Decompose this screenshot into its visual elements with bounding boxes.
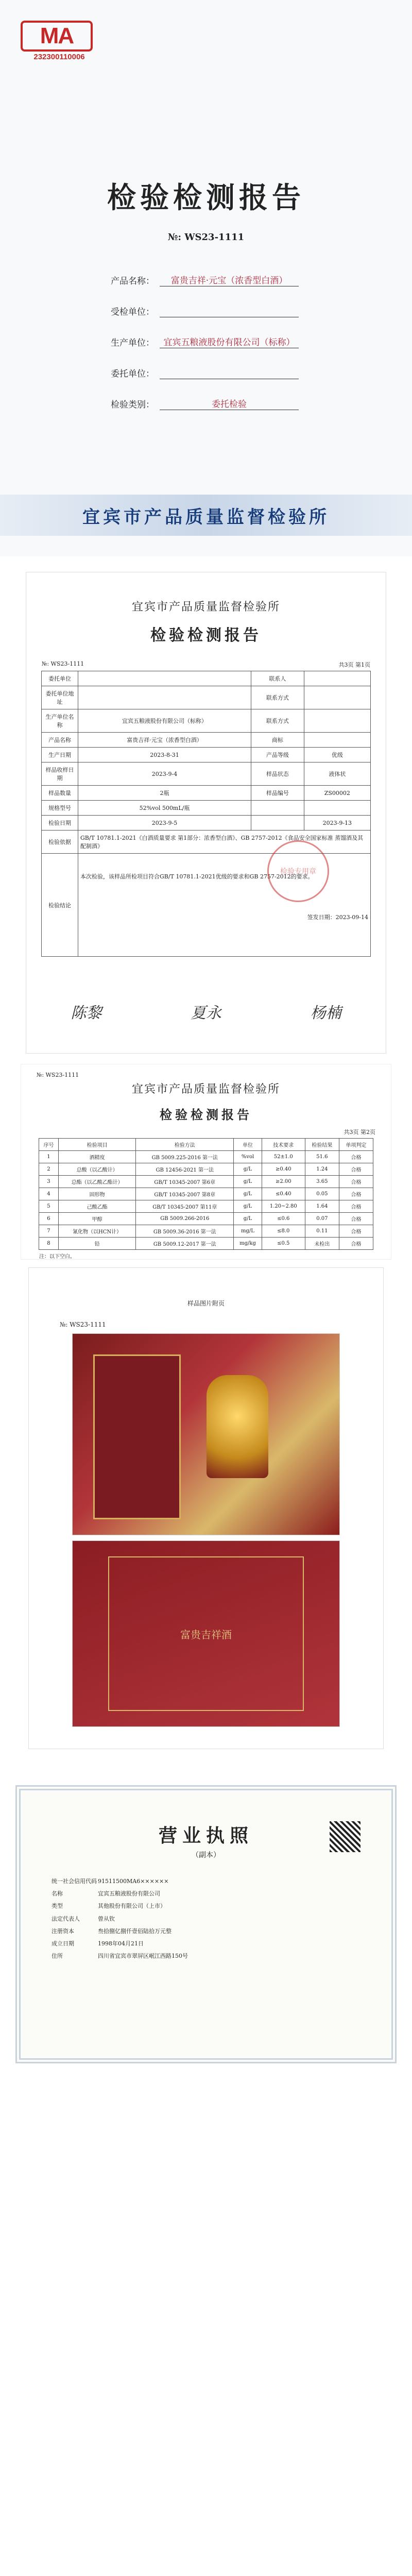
- table-cell: 产品等级: [251, 748, 304, 762]
- table-header-cell: 单位: [234, 1139, 262, 1151]
- table-cell: 商标: [251, 733, 304, 748]
- table-cell: 富贵吉祥·元宝（浓香型白酒）: [78, 733, 251, 748]
- ma-certification-logo: [21, 21, 98, 61]
- conclusion-label: 检验结论: [42, 854, 78, 957]
- field-label: 产品名称：: [111, 276, 154, 286]
- business-license: [15, 1785, 397, 2063]
- table-cell: [251, 816, 304, 831]
- field-value: [160, 366, 299, 379]
- table-cell: [78, 671, 251, 686]
- table-cell: 2023-8-31: [78, 748, 251, 762]
- table-row: [42, 816, 371, 831]
- photo-page: [28, 1267, 384, 1749]
- table-row: [42, 831, 371, 854]
- photo-title: 样品图片附页: [187, 1300, 225, 1307]
- table-cell: [304, 671, 370, 686]
- seal-text: 检验专用章: [280, 868, 316, 876]
- table-cell: [304, 709, 370, 733]
- table-cell: 合格: [339, 1151, 373, 1163]
- table-cell: 甲醇: [58, 1213, 135, 1225]
- results-page-line: [37, 1128, 375, 1136]
- table-cell: 1.64: [305, 1200, 339, 1213]
- report-info-table: [41, 671, 371, 957]
- report-page-no: 共3页 第1页: [338, 662, 370, 668]
- table-cell: 铅: [58, 1238, 135, 1250]
- table-cell: GB/T 10345-2007 第6章: [136, 1176, 234, 1188]
- report-no-line: [42, 660, 370, 669]
- table-row: [42, 733, 371, 748]
- table-cell: 1: [39, 1151, 59, 1163]
- institute-name: 宜宾市产品质量监督检验所: [82, 506, 330, 528]
- table-cell: 固形物: [58, 1188, 135, 1200]
- signature-row: [26, 1000, 386, 1023]
- results-title: 检验检测报告: [160, 1107, 252, 1122]
- table-row: [39, 1176, 373, 1188]
- signature: 杨楠: [310, 1004, 341, 1022]
- report-no: №: WS23-1111: [42, 660, 84, 667]
- table-row: [42, 786, 371, 801]
- table-cell: ≥2.00: [262, 1176, 305, 1188]
- table-cell: 2: [39, 1163, 59, 1176]
- table-cell: GB 5009.225-2016 第一法: [136, 1151, 234, 1163]
- label-card: 富贵吉祥酒: [108, 1556, 304, 1711]
- report-title: 检验检测报告: [150, 626, 262, 645]
- table-cell: 联系方式: [251, 709, 304, 733]
- table-cell: 6: [39, 1213, 59, 1225]
- field-producer: [103, 335, 299, 348]
- table-cell: 51.6: [305, 1151, 339, 1163]
- table-cell: 液体状: [304, 762, 370, 786]
- table-cell: 2瓶: [78, 786, 251, 801]
- license-key: 类型: [52, 1903, 63, 1910]
- table-cell: 0.05: [305, 1188, 339, 1200]
- table-cell: 1.20~2.80: [262, 1200, 305, 1213]
- table-cell: 7: [39, 1225, 59, 1238]
- cover-title: 检验检测报告: [107, 181, 305, 215]
- table-header-cell: 单项判定: [339, 1139, 373, 1151]
- table-row: [39, 1213, 373, 1225]
- institute-banner: [0, 495, 412, 536]
- table-row: [39, 1163, 373, 1176]
- table-row: [42, 671, 371, 686]
- field-label: 委托单位：: [111, 369, 154, 379]
- table-header-cell: 检验结果: [305, 1139, 339, 1151]
- table-cell: GB/T 10345-2007 第8章: [136, 1188, 234, 1200]
- table-cell: ≥0.40: [262, 1163, 305, 1176]
- table-cell: 联系人: [251, 671, 304, 686]
- table-header-cell: 检验项目: [58, 1139, 135, 1151]
- table-cell: g/L: [234, 1163, 262, 1176]
- table-cell: 合格: [339, 1163, 373, 1176]
- license-value: 曾从钦: [98, 1915, 115, 1922]
- table-cell: GB 5009.266-2016: [136, 1213, 234, 1225]
- photo-no: №: WS23-1111: [60, 1321, 106, 1328]
- report-institute: 宜宾市产品质量监督检验所: [131, 601, 280, 614]
- license-row: [52, 1938, 360, 1950]
- inspection-seal: [267, 840, 329, 902]
- results-note: 注：以下空白。: [39, 1254, 75, 1260]
- table-cell: ≤8.0: [262, 1225, 305, 1238]
- table-cell: 合格: [339, 1238, 373, 1250]
- label-photo-image: [73, 1541, 339, 1726]
- ma-code: 232300110006: [33, 53, 85, 61]
- license-key: 法定代表人: [52, 1915, 80, 1922]
- field-value: 委托检验: [160, 397, 299, 410]
- field-client: [103, 366, 299, 379]
- field-label: 检验类别：: [111, 400, 154, 410]
- license-row: [52, 1925, 360, 1938]
- table-cell: 氰化物（以HCN计）: [58, 1225, 135, 1238]
- table-cell: ≤0.6: [262, 1213, 305, 1225]
- table-cell: 合格: [339, 1225, 373, 1238]
- table-cell: g/L: [234, 1176, 262, 1188]
- license-key: 成立日期: [52, 1940, 74, 1947]
- license-key: 统一社会信用代码: [52, 1878, 97, 1885]
- license-value: 91511500MA6××××××: [98, 1878, 169, 1885]
- table-cell: ≤0.40: [262, 1188, 305, 1200]
- table-cell: g/L: [234, 1188, 262, 1200]
- results-table: [39, 1138, 373, 1250]
- table-cell: 样品收样日期: [42, 762, 78, 786]
- field-product: [103, 273, 299, 286]
- results-page: [21, 1064, 391, 1260]
- results-page-no: 共3页 第2页: [344, 1129, 375, 1136]
- table-row: [42, 709, 371, 733]
- field-inspected-unit: [103, 304, 299, 317]
- qr-code-icon: [330, 1821, 360, 1852]
- table-cell: 委托单位地址: [42, 686, 78, 709]
- license-value: 1998年04月21日: [98, 1940, 144, 1947]
- table-cell: 4: [39, 1188, 59, 1200]
- license-value: 四川省宜宾市翠屏区岷江西路150号: [98, 1953, 188, 1960]
- table-cell: 52%vol 500mL/瓶: [78, 801, 251, 816]
- license-page: [0, 1759, 412, 2576]
- bottle: [207, 1375, 268, 1478]
- table-cell: GB 5009.12-2017 第一法: [136, 1238, 234, 1250]
- table-cell: 0.11: [305, 1225, 339, 1238]
- table-row: [39, 1151, 373, 1163]
- license-value: 宜宾五粮液股份有限公司: [98, 1890, 160, 1897]
- table-row: [42, 762, 371, 786]
- table-cell: 样品状态: [251, 762, 304, 786]
- table-cell: 生产单位名称: [42, 709, 78, 733]
- license-key: 注册资本: [52, 1927, 74, 1935]
- table-cell: 合格: [339, 1200, 373, 1213]
- table-cell: GB/T 10345-2007 第11章: [136, 1200, 234, 1213]
- table-cell: g/L: [234, 1213, 262, 1225]
- table-cell: 检验日期: [42, 816, 78, 831]
- table-cell: 未检出: [305, 1238, 339, 1250]
- sign-date: 签发日期：2023-09-14: [307, 913, 368, 921]
- product-photo: [72, 1333, 340, 1535]
- field-category: [103, 397, 299, 410]
- table-cell: ≤0.5: [262, 1238, 305, 1250]
- table-cell: 合格: [339, 1188, 373, 1200]
- table-cell: 合格: [339, 1176, 373, 1188]
- table-cell: [304, 733, 370, 748]
- table-cell: mg/kg: [234, 1238, 262, 1250]
- field-label: 受检单位：: [111, 307, 154, 317]
- table-cell: 样品编号: [251, 786, 304, 801]
- license-row: [52, 1913, 360, 1925]
- table-cell: 总酸（以乙酸计）: [58, 1163, 135, 1176]
- table-row: [42, 801, 371, 816]
- signature: 陈黎: [71, 1004, 102, 1022]
- table-cell: 己酸乙酯: [58, 1200, 135, 1213]
- table-row: [39, 1188, 373, 1200]
- results-institute: 宜宾市产品质量监督检验所: [131, 1083, 280, 1096]
- table-cell: ZS00002: [304, 786, 370, 801]
- table-cell: 2023-9-13: [304, 816, 370, 831]
- field-label: 生产单位：: [111, 338, 154, 348]
- license-value: 其他股份有限公司（上市）: [98, 1903, 166, 1910]
- table-cell: 委托单位: [42, 671, 78, 686]
- table-cell: [304, 686, 370, 709]
- license-row: [52, 1900, 360, 1912]
- license-title: 营业执照: [158, 1825, 253, 1846]
- table-cell: GB 5009.36-2016 第一法: [136, 1225, 234, 1238]
- license-key: 名称: [52, 1890, 63, 1897]
- license-subtitle: （副本）: [192, 1851, 220, 1859]
- table-cell: 3.65: [305, 1176, 339, 1188]
- table-cell: 宜宾五粮液股份有限公司（标称）: [78, 709, 251, 733]
- table-cell: 2023-9-4: [78, 762, 251, 786]
- table-cell: 合格: [339, 1213, 373, 1225]
- license-row: [52, 1875, 360, 1888]
- table-header-cell: 检验方法: [136, 1139, 234, 1151]
- license-row: [52, 1950, 360, 1962]
- results-no-line: [37, 1072, 375, 1078]
- field-value: 富贵吉祥·元宝（浓香型白酒）: [160, 273, 299, 286]
- field-value: [160, 304, 299, 317]
- table-cell: 酒精度: [58, 1151, 135, 1163]
- cover-page: [0, 0, 412, 556]
- table-cell: [78, 686, 251, 709]
- table-cell: GB 12456-2021 第一法: [136, 1163, 234, 1176]
- gift-box: [93, 1354, 181, 1519]
- table-cell: 0.07: [305, 1213, 339, 1225]
- table-cell: 总酯（以乙酸乙酯计）: [58, 1176, 135, 1188]
- basis-text: GB/T 10781.1-2021《白酒质量要求 第1部分：浓香型白酒》、GB 2757-2012《食品安全国家标准 蒸馏酒及其配制酒》: [78, 831, 371, 854]
- basis-label: 检验依据: [42, 831, 78, 854]
- cover-report-no: №: WS23-1111: [167, 232, 245, 243]
- table-row: [39, 1200, 373, 1213]
- table-header-cell: 序号: [39, 1139, 59, 1151]
- label-photo: [72, 1540, 340, 1727]
- results-no: №: WS23-1111: [37, 1072, 79, 1078]
- license-key: 住所: [52, 1953, 63, 1960]
- table-cell: 52±1.0: [262, 1151, 305, 1163]
- table-row: [39, 1238, 373, 1250]
- table-cell: 1.24: [305, 1163, 339, 1176]
- table-cell: 2023-9-5: [78, 816, 251, 831]
- signature: 夏永: [190, 1004, 221, 1022]
- table-row: [42, 686, 371, 709]
- table-cell: %vol: [234, 1151, 262, 1163]
- table-row: [39, 1225, 373, 1238]
- conclusion-text: 本次检验，该样品所检项目符合GB/T 10781.1-2021优级的要求和GB 2757-2012的要求。: [80, 873, 314, 880]
- table-cell: 样品数量: [42, 786, 78, 801]
- table-cell: 产品名称: [42, 733, 78, 748]
- table-header-cell: 技术要求: [262, 1139, 305, 1151]
- license-rows: [52, 1875, 360, 1962]
- table-cell: 生产日期: [42, 748, 78, 762]
- license-value: 叁拾捌亿捌仟壹佰陆拾万元整: [98, 1927, 171, 1935]
- product-photo-image: [73, 1334, 339, 1535]
- table-cell: 8: [39, 1238, 59, 1250]
- table-cell: 联系方式: [251, 686, 304, 709]
- license-row: [52, 1888, 360, 1900]
- table-cell: 3: [39, 1176, 59, 1188]
- table-cell: [304, 801, 370, 816]
- ma-mark: MA: [21, 21, 93, 52]
- table-cell: 5: [39, 1200, 59, 1213]
- table-cell: mg/L: [234, 1225, 262, 1238]
- table-cell: 优级: [304, 748, 370, 762]
- table-cell: g/L: [234, 1200, 262, 1213]
- report-page: [26, 572, 386, 1054]
- table-cell: [251, 801, 304, 816]
- field-value: 宜宾五粮液股份有限公司（标称）: [160, 335, 299, 348]
- table-cell: 规格型号: [42, 801, 78, 816]
- table-header-row: [39, 1139, 373, 1151]
- table-row: [42, 748, 371, 762]
